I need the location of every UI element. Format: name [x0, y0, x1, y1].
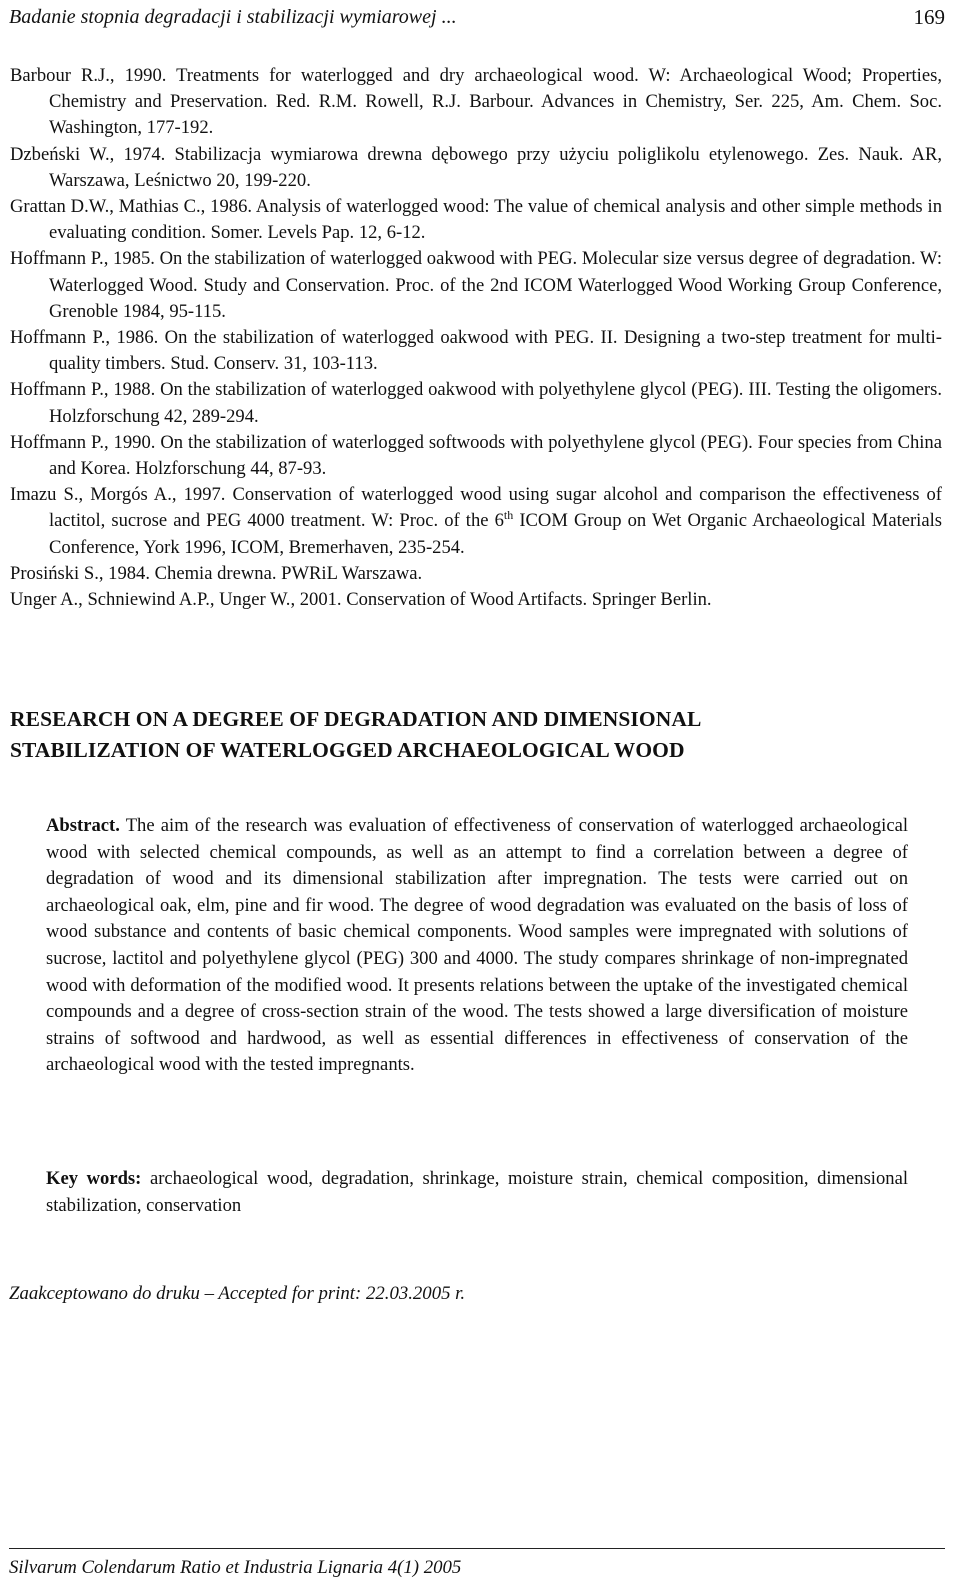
keywords-label: Key words: — [46, 1168, 142, 1189]
footer-divider — [9, 1548, 945, 1549]
running-title: Badanie stopnia degradacji i stabilizacji wymiarowej ... — [9, 6, 457, 28]
abstract-text: The aim of the research was evaluation of effectiveness of conservation of waterlogged archaeological wood with selected chemical compounds, as well as an attempt to find a correlation between a degree of degradation of wood and its dimensional stabilization after impregnation. The tests were carried out on archaeological oak, elm, pine and fir wood. The degree of wood degradation was evaluated on the basis of loss of wood substance and contents of basic chemical components. Wood samples were impregnated with solutions of sucrose, lactitol and polyethylene glycol (PEG) 300 and 4000. The study compares shrinkage of non-impregnated wood with deformation of the modified wood. It presents relations between the uptake of the investigated chemical compounds and a degree of cross-section strain of the wood. The tests showed a large diversification of moisture strains of softwood and hardwood, as well as essential differences in effectiveness of conservation of the archaeological wood with the tested impregnants. — [46, 815, 908, 1076]
reference-item: Hoffmann P., 1985. On the stabilization of waterlogged oakwood with PEG. Molecular size versus degree of degradation. W: Waterlogged Wood. Study and Conservation. Proc. of the 2nd ICOM Waterlogged Wood Working Group Conference, Grenoble 1984, 95-115. — [10, 248, 942, 322]
keywords-text: archaeological wood, degradation, shrinkage, moisture strain, chemical composition, dimensional stabilization, conservation — [46, 1168, 908, 1216]
reference-list — [10, 63, 942, 613]
reference-item: Hoffmann P., 1990. On the stabilization of waterlogged softwoods with polyethylene glycol (PEG). Four species from China and Korea. Holzforschung 44, 87-93. — [10, 431, 942, 480]
abstract-paragraph — [46, 813, 908, 1079]
reference-item: Unger A., Schniewind A.P., Unger W., 2001. Conservation of Wood Artifacts. Springer Berlin. — [10, 589, 712, 611]
reference-text: Imazu S., Morgós A., 1997. Conservation of waterlogged wood using sugar alcohol and comparison the effectiveness of lactitol, sucrose and PEG 4000 treatment. W: Proc. of the 6 — [10, 484, 942, 532]
reference-item — [10, 482, 942, 561]
abstract-label: Abstract. — [46, 815, 120, 836]
reference-item: Grattan D.W., Mathias C., 1986. Analysis of waterlogged wood: The value of chemical analysis and other simple methods in evaluating condition. Somer. Levels Pap. 12, 6-12. — [10, 196, 942, 244]
accepted-note: Zaakceptowano do druku – Accepted for print: 22.03.2005 r. — [9, 1283, 466, 1304]
reference-text: ICOM Group on Wet Organic Archaeological Materials Conference, York 1996, ICOM, Bremerhaven, 235-254. — [49, 510, 942, 558]
superscript: th — [503, 508, 514, 523]
reference-item: Dzbeński W., 1974. Stabilizacja wymiarowa drewna dębowego przy użyciu poliglikolu etylenowego. Zes. Nauk. AR, Warszawa, Leśnictwo 20, 199-220. — [10, 143, 942, 191]
page-number: 169 — [913, 5, 945, 29]
reference-item: Hoffmann P., 1988. On the stabilization of waterlogged oakwood with polyethylene glycol (PEG). III. Testing the oligomers. Holzforschung 42, 289-294. — [10, 379, 942, 427]
english-title — [10, 704, 942, 766]
running-header — [9, 2, 945, 38]
english-title-line: RESEARCH ON A DEGREE OF DEGRADATION AND DIMENSIONAL — [10, 707, 702, 731]
journal-footer: Silvarum Colendarum Ratio et Industria Lignaria 4(1) 2005 — [9, 1557, 462, 1578]
reference-item: Prosiński S., 1984. Chemia drewna. PWRiL Warszawa. — [10, 562, 423, 584]
reference-item: Barbour R.J., 1990. Treatments for waterlogged and dry archaeological wood. W: Archaeological Wood; Properties, Chemistry and Preservation. Red. R.M. Rowell, R.J. Barbour. Advances in Chemistry, Ser. 225, Am. Chem. Soc. Washington, 177-192. — [10, 65, 942, 139]
english-title-line: STABILIZATION OF WATERLOGGED ARCHAEOLOGICAL WOOD — [10, 738, 685, 762]
reference-item: Hoffmann P., 1986. On the stabilization of waterlogged oakwood with PEG. II. Designing a two-step treatment for multi-quality timbers. Stud. Conserv. 31, 103-113. — [10, 327, 942, 375]
keywords-paragraph — [46, 1166, 908, 1219]
